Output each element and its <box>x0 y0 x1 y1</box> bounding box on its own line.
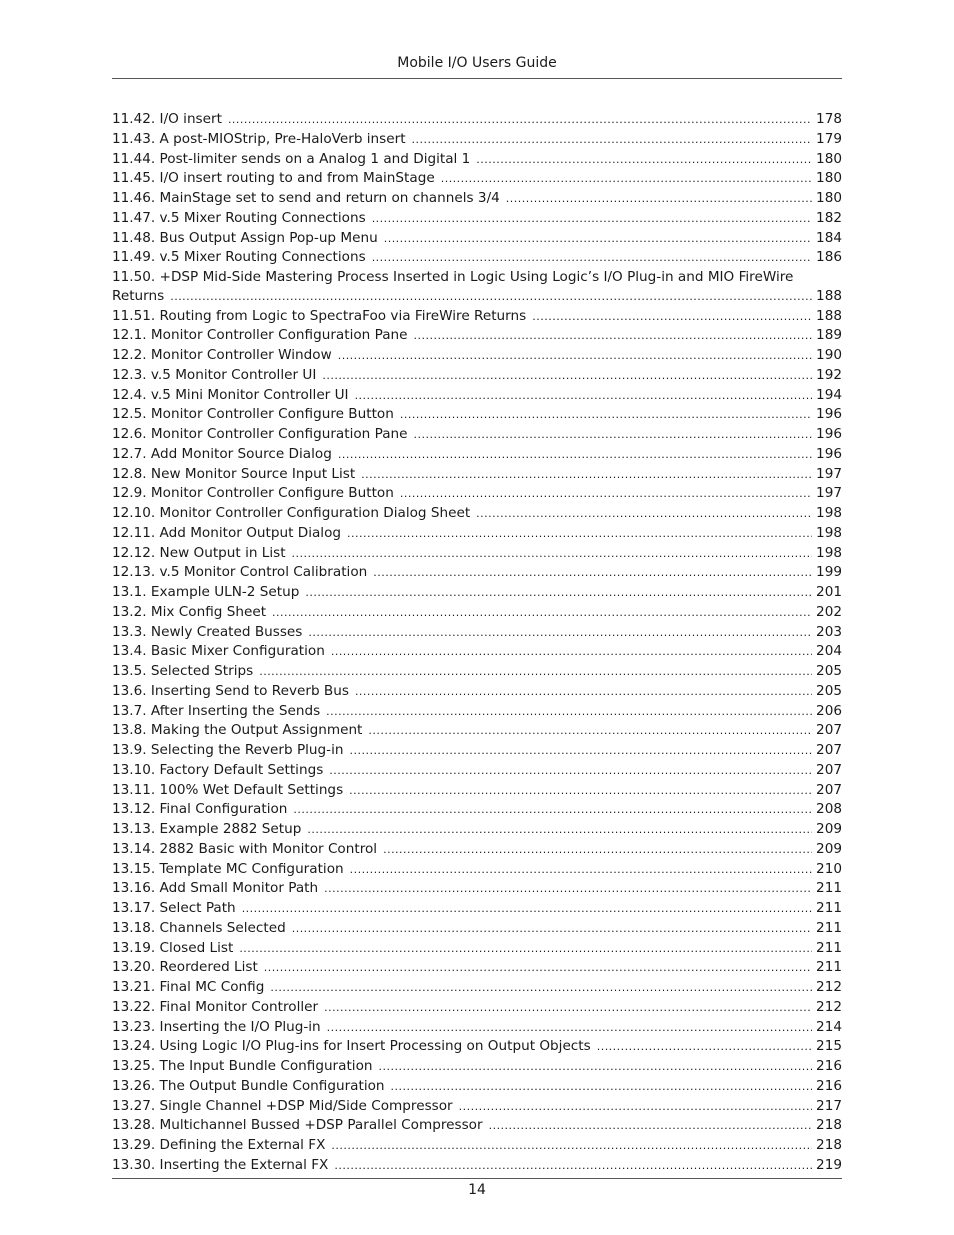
toc-entry-page: 196 <box>816 406 842 423</box>
dot-leader <box>597 1038 812 1057</box>
toc-entry-title: Returns <box>112 287 165 304</box>
toc-entry-title: 13.28. Multichannel Bussed +DSP Parallel Compressor <box>112 1117 483 1134</box>
toc-entry-title: 12.5. Monitor Controller Configure Button <box>112 406 394 423</box>
toc-entry[interactable] <box>112 978 842 998</box>
toc-entry-page: 211 <box>816 919 842 936</box>
toc-entry-title: 13.5. Selected Strips <box>112 663 254 679</box>
toc-entry[interactable] <box>112 642 842 662</box>
dot-leader <box>334 1157 812 1176</box>
toc-entry-page: 216 <box>816 1058 842 1074</box>
toc-entry-page: 196 <box>816 426 842 442</box>
dot-leader <box>307 821 812 840</box>
toc-entry-page: 188 <box>816 287 842 304</box>
page-header: Mobile I/O Users Guide <box>397 55 557 71</box>
toc-entry[interactable] <box>112 229 842 249</box>
toc-entry[interactable] <box>112 1037 842 1057</box>
dot-leader <box>349 742 812 761</box>
toc-entry-page: 180 <box>816 150 842 167</box>
toc-entry-page: 197 <box>816 485 842 502</box>
toc-entry-title: 12.9. Monitor Controller Configure Button <box>112 485 394 502</box>
toc-entry[interactable] <box>112 326 842 346</box>
header-divider <box>112 78 842 79</box>
toc-entry-title: 13.13. Example 2882 Setup <box>112 821 302 837</box>
toc-entry-title: 12.8. New Monitor Source Input List <box>112 465 356 482</box>
toc-entry-page: 179 <box>816 130 842 147</box>
toc-entry[interactable] <box>112 958 842 978</box>
dot-leader <box>347 525 812 544</box>
dot-leader <box>292 545 813 564</box>
toc-entry-title: 12.13. v.5 Monitor Control Calibration <box>112 564 368 581</box>
dot-leader <box>355 387 812 406</box>
dot-leader <box>441 170 812 189</box>
toc-entry-title: 13.12. Final Configuration <box>112 801 288 818</box>
toc-entry-page: 218 <box>816 1137 842 1153</box>
dot-leader <box>338 446 812 465</box>
dot-leader <box>373 564 812 583</box>
toc-entry-title: 12.4. v.5 Mini Monitor Controller UI <box>112 386 349 403</box>
toc-entry[interactable] <box>112 504 842 524</box>
dot-leader <box>476 151 812 170</box>
toc-entry-page: 190 <box>816 347 842 363</box>
dot-leader <box>412 131 813 150</box>
toc-entry-page: 182 <box>816 209 842 226</box>
dot-leader <box>391 1078 813 1097</box>
page-number: 14 <box>468 1182 486 1198</box>
dot-leader <box>326 703 812 722</box>
toc-entry[interactable] <box>112 1116 842 1136</box>
toc-entry[interactable] <box>112 1018 842 1038</box>
toc-entry-title: 12.2. Monitor Controller Window <box>112 347 332 363</box>
toc-entry-page: 197 <box>816 465 842 482</box>
toc-entry-title: 11.49. v.5 Mixer Routing Connections <box>112 249 366 266</box>
dot-leader <box>459 1098 812 1117</box>
dot-leader <box>414 327 813 346</box>
toc-entry[interactable] <box>112 169 842 189</box>
toc-entry-title: 13.14. 2882 Basic with Monitor Control <box>112 840 378 857</box>
toc-entry-title: 11.44. Post-limiter sends on a Analog 1 and Digital 1 <box>112 150 471 167</box>
toc-entry[interactable] <box>112 150 842 170</box>
toc-entry[interactable] <box>112 800 842 820</box>
toc-entry-page: 217 <box>816 1097 842 1114</box>
toc-entry-title: 11.47. v.5 Mixer Routing Connections <box>112 209 366 226</box>
toc-entry-page: 207 <box>816 742 842 758</box>
toc-entry-title: 13.22. Final Monitor Controller <box>112 998 319 1015</box>
dot-leader <box>324 880 812 899</box>
toc-entry-page: 219 <box>816 1156 842 1173</box>
toc-entry-title: 13.2. Mix Config Sheet <box>112 603 267 620</box>
toc-entry-page: 180 <box>816 190 842 206</box>
toc-entry-title: 13.11. 100% Wet Default Settings <box>112 781 344 798</box>
toc-entry[interactable] <box>112 484 842 504</box>
toc-entry[interactable] <box>112 998 842 1018</box>
toc-entry-page: 192 <box>816 366 842 383</box>
dot-leader <box>414 426 813 445</box>
toc-entry[interactable] <box>112 662 842 682</box>
dot-leader <box>532 308 812 327</box>
toc-entry-page: 205 <box>816 682 842 699</box>
toc-entry-title: 11.46. MainStage set to send and return on channels 3/4 <box>112 190 500 206</box>
toc-entry-page: 178 <box>816 111 842 127</box>
toc-entry-page: 207 <box>816 722 842 739</box>
toc-entry[interactable] <box>112 603 842 623</box>
toc-entry-title: 12.7. Add Monitor Source Dialog <box>112 445 332 462</box>
toc-entry[interactable] <box>112 307 842 327</box>
toc-entry[interactable] <box>112 130 842 150</box>
toc-entry-title: 13.4. Basic Mixer Configuration <box>112 643 325 660</box>
dot-leader <box>383 841 812 860</box>
toc-entry[interactable] <box>112 366 842 386</box>
toc-entry[interactable] <box>112 1057 842 1077</box>
dot-leader <box>384 230 812 249</box>
toc-entry[interactable] <box>112 110 842 130</box>
dot-leader <box>293 801 812 820</box>
dot-leader <box>308 624 812 643</box>
toc-entry-page: 184 <box>816 229 842 246</box>
dot-leader <box>324 999 812 1018</box>
toc-entry[interactable] <box>112 544 842 564</box>
toc-entry-title: 13.9. Selecting the Reverb Plug-in <box>112 742 344 758</box>
toc-entry-title: 13.15. Template MC Configuration <box>112 860 344 877</box>
toc-entry-page: 188 <box>816 307 842 324</box>
toc-entry-title: 13.27. Single Channel +DSP Mid/Side Compressor <box>112 1097 453 1114</box>
toc-entry[interactable] <box>112 860 842 880</box>
toc-entry-title: 12.1. Monitor Controller Configuration Pane <box>112 327 408 344</box>
toc-entry[interactable] <box>112 820 842 840</box>
toc-entry-title: 13.18. Channels Selected <box>112 919 286 936</box>
toc-entry-title: 13.7. After Inserting the Sends <box>112 702 321 719</box>
toc-entry-page: 205 <box>816 663 842 679</box>
toc-entry-title: 13.25. The Input Bundle Configuration <box>112 1058 373 1074</box>
toc-entry[interactable] <box>112 1136 842 1156</box>
toc-entry-page: 209 <box>816 821 842 837</box>
toc-entry-page: 210 <box>816 860 842 877</box>
toc-entry-page: 189 <box>816 327 842 344</box>
toc-entry-title: 11.48. Bus Output Assign Pop-up Menu <box>112 229 378 246</box>
toc-entry-page: 180 <box>816 170 842 187</box>
toc-entry-page: 206 <box>816 702 842 719</box>
dot-leader <box>349 782 812 801</box>
toc-entry-page: 214 <box>816 1018 842 1035</box>
toc-entry[interactable] <box>112 623 842 643</box>
toc-entry[interactable] <box>112 465 842 485</box>
toc-entry-page: 215 <box>816 1038 842 1055</box>
toc-entry[interactable] <box>112 840 842 860</box>
dot-leader <box>228 111 812 130</box>
dot-leader <box>372 249 812 268</box>
toc-entry-title: 13.24. Using Logic I/O Plug-ins for Insert Processing on Output Objects <box>112 1038 591 1055</box>
toc-entry[interactable] <box>112 1097 842 1117</box>
toc-entry[interactable] <box>112 1077 842 1097</box>
toc-entry-title: 13.26. The Output Bundle Configuration <box>112 1077 385 1094</box>
toc-entry-page: 216 <box>816 1077 842 1094</box>
toc-entry-page: 194 <box>816 386 842 403</box>
dot-leader <box>506 190 812 209</box>
toc-entry-page: 203 <box>816 623 842 640</box>
dot-leader <box>400 406 812 425</box>
toc-entry-title: 13.3. Newly Created Busses <box>112 623 303 640</box>
dot-leader <box>368 722 812 741</box>
toc-entry[interactable] <box>112 563 842 583</box>
dot-leader <box>272 604 812 623</box>
toc-entry-title: 13.16. Add Small Monitor Path <box>112 880 319 897</box>
toc-entry[interactable] <box>112 781 842 801</box>
toc-entry-title: 13.8. Making the Output Assignment <box>112 722 363 739</box>
dot-leader <box>305 584 812 603</box>
toc-entry-title: 13.29. Defining the External FX <box>112 1137 326 1153</box>
dot-leader <box>331 643 812 662</box>
toc-entry-page: 209 <box>816 840 842 857</box>
dot-leader <box>489 1117 812 1136</box>
toc-entry-title: 13.6. Inserting Send to Reverb Bus <box>112 682 349 699</box>
dot-leader <box>338 347 812 366</box>
toc-entry[interactable] <box>112 189 842 209</box>
toc-entry[interactable] <box>112 405 842 425</box>
dot-leader <box>259 663 812 682</box>
dot-leader <box>350 861 812 880</box>
toc-entry-page: 212 <box>816 998 842 1015</box>
toc-entry[interactable] <box>112 524 842 544</box>
toc-entry-page: 211 <box>816 939 842 956</box>
dot-leader <box>379 1058 813 1077</box>
toc-entry-title: 13.10. Factory Default Settings <box>112 761 324 778</box>
toc-entry-title: 13.21. Final MC Config <box>112 979 265 995</box>
toc-entry-page: 186 <box>816 249 842 266</box>
toc-entry[interactable] <box>112 445 842 465</box>
toc-entry-page: 204 <box>816 643 842 660</box>
toc-entry-page: 212 <box>816 979 842 995</box>
toc-entry-page: 196 <box>816 445 842 462</box>
toc-entry-title: 13.30. Inserting the External FX <box>112 1156 329 1173</box>
toc-entry-title: 11.45. I/O insert routing to and from MainStage <box>112 170 435 187</box>
toc-entry-page: 207 <box>816 761 842 778</box>
toc-entry-page: 198 <box>816 544 842 561</box>
dot-leader <box>400 485 812 504</box>
toc-entry[interactable] <box>112 583 842 603</box>
dot-leader <box>327 1019 812 1038</box>
toc-entry[interactable] <box>112 899 842 919</box>
toc-entry-page: 211 <box>816 900 842 916</box>
toc-entry[interactable] <box>112 761 842 781</box>
toc-entry-title: 12.11. Add Monitor Output Dialog <box>112 524 342 541</box>
toc-entry-title: 12.10. Monitor Controller Configuration Dialog Sheet <box>112 505 471 521</box>
toc-entry-title-line[interactable]: 11.50. +DSP Mid-Side Mastering Process Inserted in Logic Using Logic’s I/O Plug-in and MIO FireWire <box>112 269 794 285</box>
toc-entry-page: 202 <box>816 603 842 620</box>
toc-entry-page: 201 <box>816 584 842 600</box>
toc-entry-title: 13.19. Closed List <box>112 939 234 956</box>
footer-divider <box>112 1178 842 1179</box>
dot-leader <box>361 466 812 485</box>
toc-entry-page: 198 <box>816 505 842 521</box>
toc-entry-title: 11.51. Routing from Logic to SpectraFoo via FireWire Returns <box>112 307 527 324</box>
toc-entry[interactable] <box>112 879 842 899</box>
dot-leader <box>329 762 812 781</box>
toc-entry[interactable] <box>112 287 842 307</box>
toc-entry[interactable] <box>112 248 842 268</box>
toc-entry-title: 13.1. Example ULN-2 Setup <box>112 584 300 600</box>
toc-entry-page: 199 <box>816 564 842 581</box>
toc-entry[interactable] <box>112 682 842 702</box>
toc-entry-title: 11.42. I/O insert <box>112 111 222 127</box>
dot-leader <box>476 505 812 524</box>
table-of-figures <box>112 110 842 1176</box>
dot-leader <box>331 1137 812 1156</box>
toc-entry[interactable] <box>112 209 842 229</box>
toc-entry-page: 211 <box>816 959 842 976</box>
toc-entry-page: 198 <box>816 524 842 541</box>
toc-entry[interactable] <box>112 702 842 722</box>
dot-leader <box>322 367 812 386</box>
toc-entry-title: 11.43. A post-MIOStrip, Pre-HaloVerb insert <box>112 130 406 147</box>
toc-entry-title: 13.20. Reordered List <box>112 959 258 976</box>
toc-entry-title: 13.17. Select Path <box>112 900 236 916</box>
dot-leader <box>239 940 812 959</box>
dot-leader <box>292 920 812 939</box>
toc-entry[interactable] <box>112 1156 842 1176</box>
dot-leader <box>242 900 812 919</box>
dot-leader <box>372 210 812 229</box>
toc-entry[interactable] <box>112 721 842 741</box>
toc-entry-title: 13.23. Inserting the I/O Plug-in <box>112 1018 321 1035</box>
toc-entry-page: 207 <box>816 781 842 798</box>
dot-leader <box>170 288 812 307</box>
toc-entry-title: 12.3. v.5 Monitor Controller UI <box>112 366 317 383</box>
toc-entry[interactable] <box>112 386 842 406</box>
toc-entry[interactable] <box>112 346 842 366</box>
toc-entry-page: 208 <box>816 801 842 818</box>
toc-entry-title: 12.12. New Output in List <box>112 544 286 561</box>
toc-entry[interactable] <box>112 919 842 939</box>
toc-entry-page: 218 <box>816 1117 842 1134</box>
toc-entry[interactable] <box>112 939 842 959</box>
dot-leader <box>264 959 812 978</box>
toc-entry[interactable] <box>112 741 842 761</box>
toc-entry[interactable] <box>112 425 842 445</box>
dot-leader <box>270 979 812 998</box>
dot-leader <box>355 683 812 702</box>
toc-entry-page: 211 <box>816 880 842 897</box>
toc-entry-title: 12.6. Monitor Controller Configuration Pane <box>112 426 408 442</box>
